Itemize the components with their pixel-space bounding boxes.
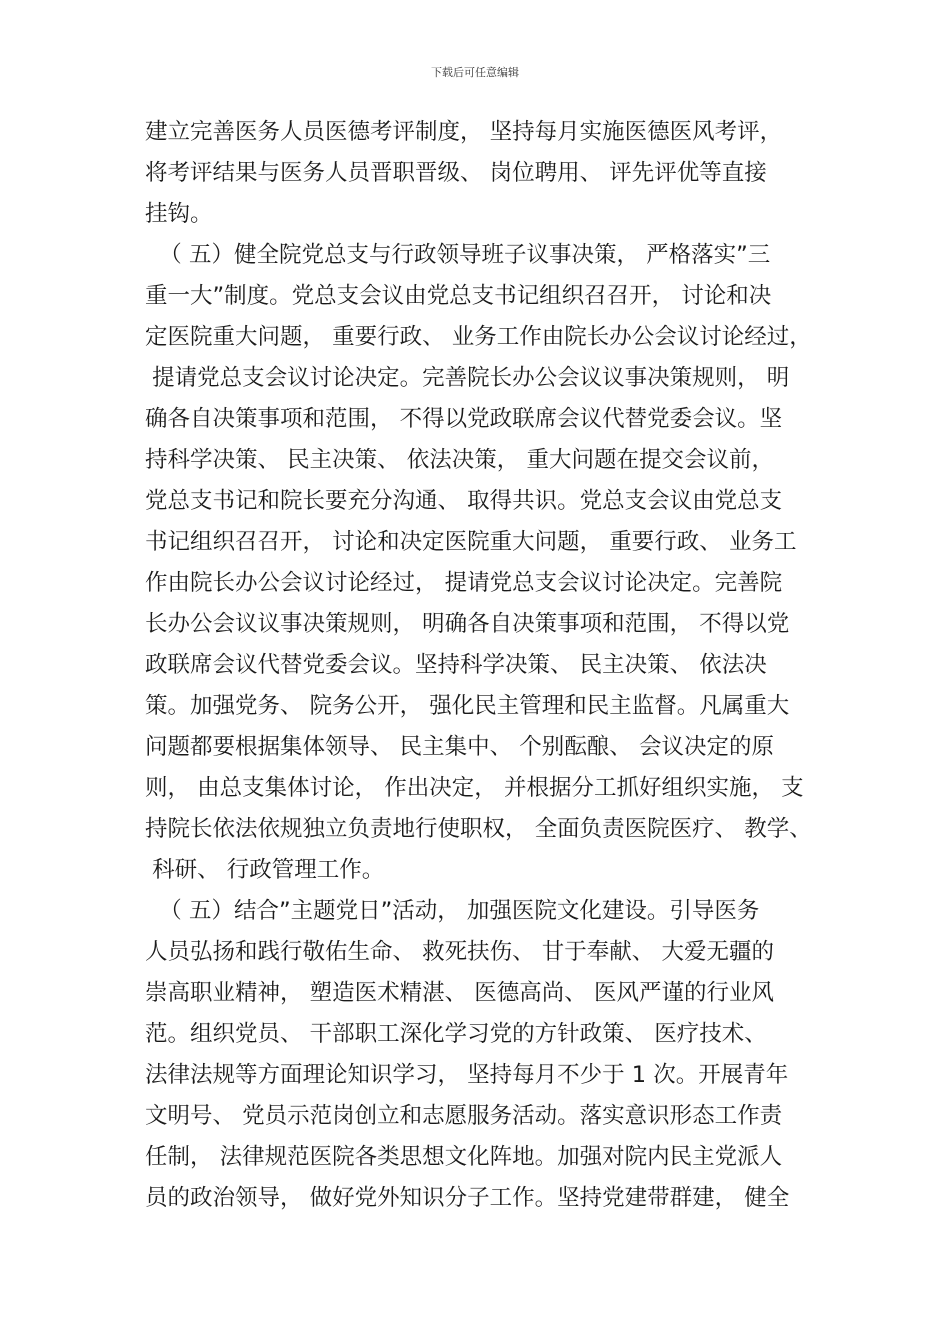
page-header: 下载后可任意编辑 [431, 66, 519, 79]
text-line: 策。加强党务、 院务公开， 强化民主管理和民主监督。凡属重大 [145, 693, 790, 719]
text-line: 科研、 行政管理工作。 [145, 857, 385, 883]
text-line: 作由院长办公会议讨论经过， 提请党总支会议讨论决定。完善院 [145, 570, 783, 596]
text-line: 则， 由总支集体讨论， 作出决定， 并根据分工抓好组织实施， 支 [145, 775, 804, 801]
text-line: 建立完善医务人员医德考评制度， 坚持每月实施医德医风考评， [145, 119, 783, 145]
text-line: 人员弘扬和践行敬佑生命、 救死扶伤、 甘于奉献、 大爱无疆的 [145, 939, 774, 965]
text-line: 将考评结果与医务人员晋职晋级、 岗位聘用、 评先评优等直接 [145, 160, 767, 186]
text-line: 重一大”制度。党总支会议由党总支书记组织召召开， 讨论和决 [145, 283, 772, 309]
text-line: 崇高职业精神， 塑造医术精湛、 医德高尚、 医风严谨的行业风 [145, 980, 774, 1006]
text-line: 任制， 法律规范医院各类思想文化阵地。加强对院内民主党派人 [145, 1144, 783, 1170]
text-line: 定医院重大问题， 重要行政、 业务工作由院长办公会议讨论经过， [145, 324, 812, 350]
text-line: 问题都要根据集体领导、 民主集中、 个别酝酿、 会议决定的原 [145, 734, 774, 760]
text-line: 员的政治领导， 做好党外知识分子工作。坚持党建带群建， 健全 [145, 1185, 790, 1211]
text-line: 持院长依法依规独立负责地行使职权， 全面负责医院医疗、 教学、 [145, 816, 812, 842]
text-line: 范。组织党员、 干部职工深化学习党的方针政策、 医疗技术、 [145, 1021, 767, 1047]
text-line: 确各自决策事项和范围， 不得以党政联席会议代替党委会议。坚 [145, 406, 783, 432]
text-line: 党总支书记和院长要充分沟通、 取得共识。党总支会议由党总支 [145, 488, 783, 514]
text-line: 挂钩。 [145, 201, 213, 227]
text-line: 长办公会议议事决策规则， 明确各自决策事项和范围， 不得以党 [145, 611, 790, 637]
text-line: 提请党总支会议讨论决定。完善院长办公会议议事决策规则， 明 [145, 365, 790, 391]
text-line: 持科学决策、 民主决策、 依法决策， 重大问题在提交会议前， [145, 447, 774, 473]
text-line: 文明号、 党员示范岗创立和志愿服务活动。落实意识形态工作责 [145, 1103, 783, 1129]
text-line: 法律法规等方面理论知识学习， 坚持每月不少于 1 次。开展青年 [145, 1062, 789, 1088]
text-line: （ 五）健全院党总支与行政领导班子议事决策， 严格落实”三 [145, 242, 771, 268]
text-line: （ 五）结合”主题党日”活动， 加强医院文化建设。引导医务 [145, 898, 760, 924]
text-line: 政联席会议代替党委会议。坚持科学决策、 民主决策、 依法决 [145, 652, 767, 678]
text-line: 书记组织召召开， 讨论和决定医院重大问题， 重要行政、 业务工 [145, 529, 797, 555]
